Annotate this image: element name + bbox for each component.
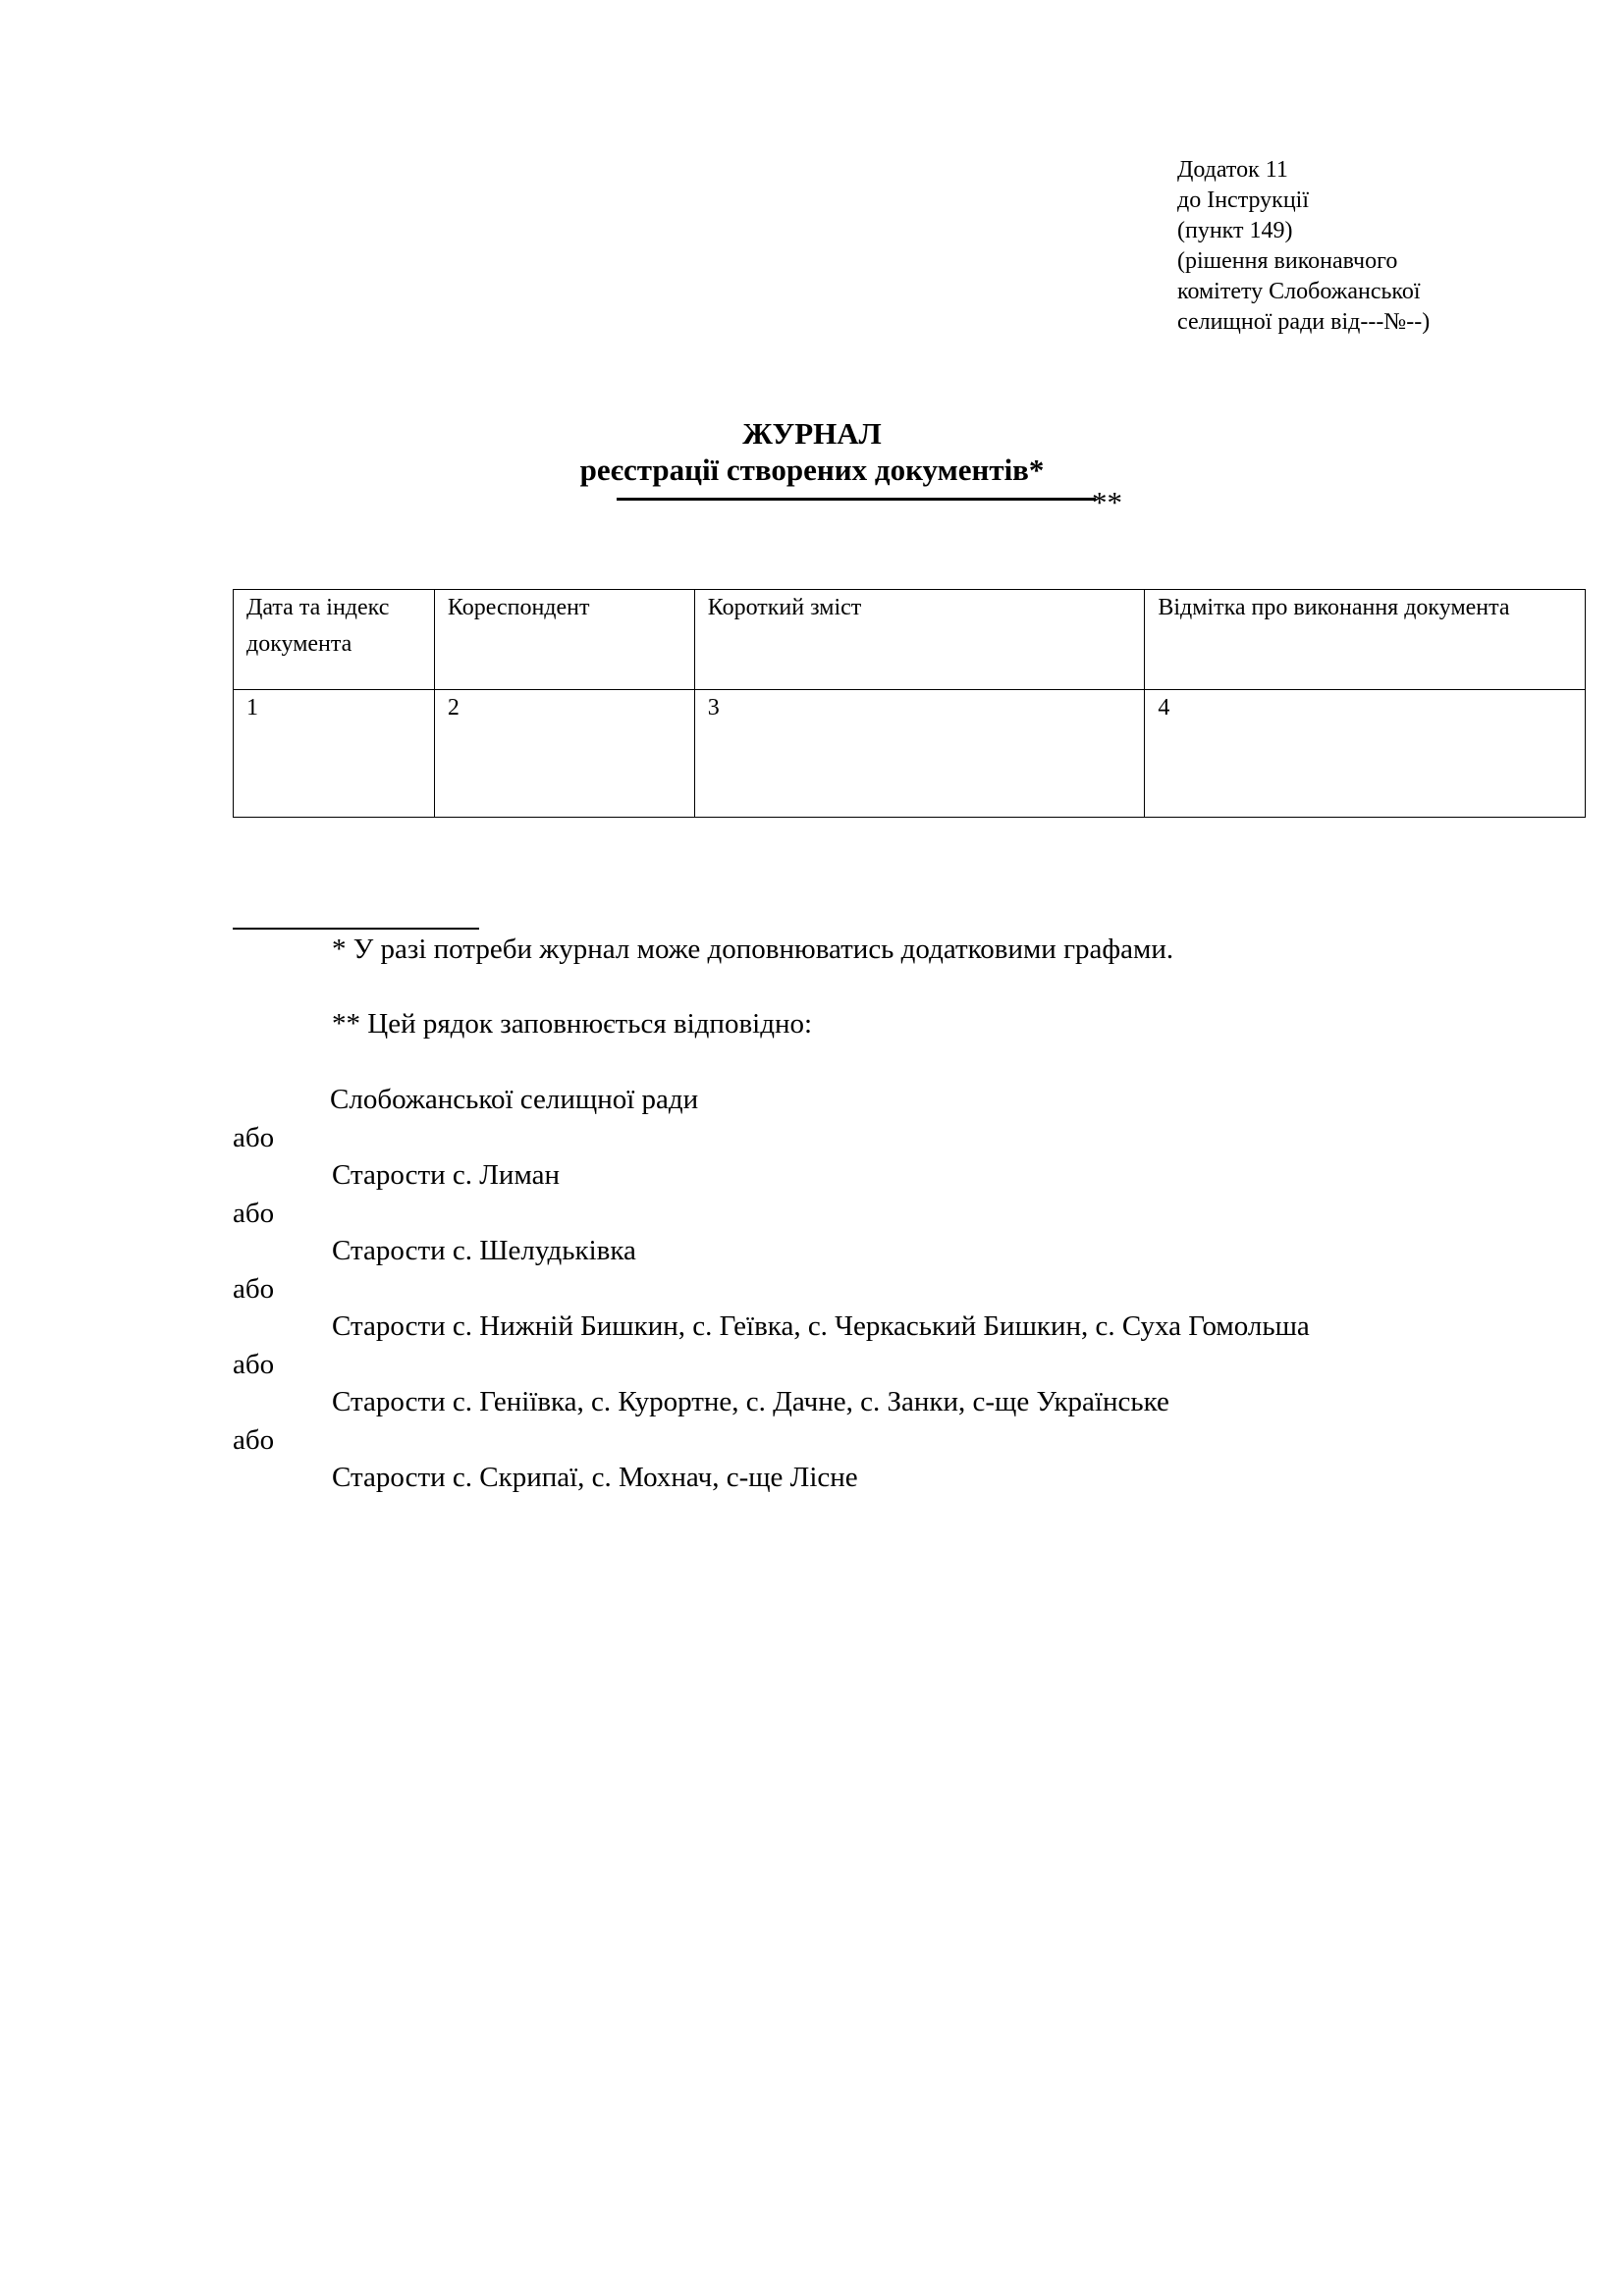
option-item: Старости с. Геніївка, с. Курортне, с. Дачне, с. Занки, с-ще Українське (332, 1386, 1169, 1417)
or-separator: або (233, 1198, 275, 1229)
appendix-line: комітету Слобожанської (1177, 279, 1421, 304)
column-number: 3 (694, 690, 1145, 818)
fill-in-blank-line (617, 498, 1096, 501)
journal-table (233, 589, 1586, 818)
blank-footnote-marker: ** (1092, 485, 1122, 519)
table-row (234, 690, 1586, 818)
header-execution-mark: Відмітка про виконання документа (1145, 590, 1586, 690)
option-item: Старости с. Лиман (332, 1159, 560, 1191)
option-item: Слобожанської селищної ради (330, 1084, 699, 1115)
footnote-1: * У разі потреби журнал може доповнюватись додатковими графами. (332, 934, 1174, 965)
appendix-line: (пункт 149) (1177, 218, 1293, 243)
appendix-line: до Інструкції (1177, 187, 1310, 213)
footnote-separator (233, 928, 479, 930)
journal-subtitle: реєстрації створених документів* (579, 453, 1045, 487)
column-number: 1 (234, 690, 435, 818)
journal-title: ЖУРНАЛ (742, 416, 882, 451)
or-separator: або (233, 1349, 275, 1380)
header-date-index: Дата та індекс документа (234, 590, 435, 690)
option-item: Старости с. Нижній Бишкин, с. Геївка, с. Черкаський Бишкин, с. Суха Гомольша (332, 1310, 1310, 1342)
or-separator: або (233, 1424, 275, 1456)
column-number: 4 (1145, 690, 1586, 818)
or-separator: або (233, 1122, 275, 1153)
option-item: Старости с. Скрипаї, с. Мохнач, с-ще Лісне (332, 1462, 858, 1493)
header-summary: Короткий зміст (694, 590, 1145, 690)
column-number: 2 (434, 690, 694, 818)
header-correspondent: Кореспондент (434, 590, 694, 690)
appendix-line: (рішення виконавчого (1177, 248, 1398, 274)
appendix-note (1177, 155, 1430, 338)
table-header-row (234, 590, 1586, 690)
appendix-line: селищної ради від---№--) (1177, 309, 1431, 335)
footnote-2: ** Цей рядок заповнюється відповідно: (332, 1008, 813, 1040)
appendix-line: Додаток 11 (1177, 157, 1288, 183)
option-item: Старости с. Шелудьківка (332, 1235, 636, 1266)
or-separator: або (233, 1273, 275, 1305)
